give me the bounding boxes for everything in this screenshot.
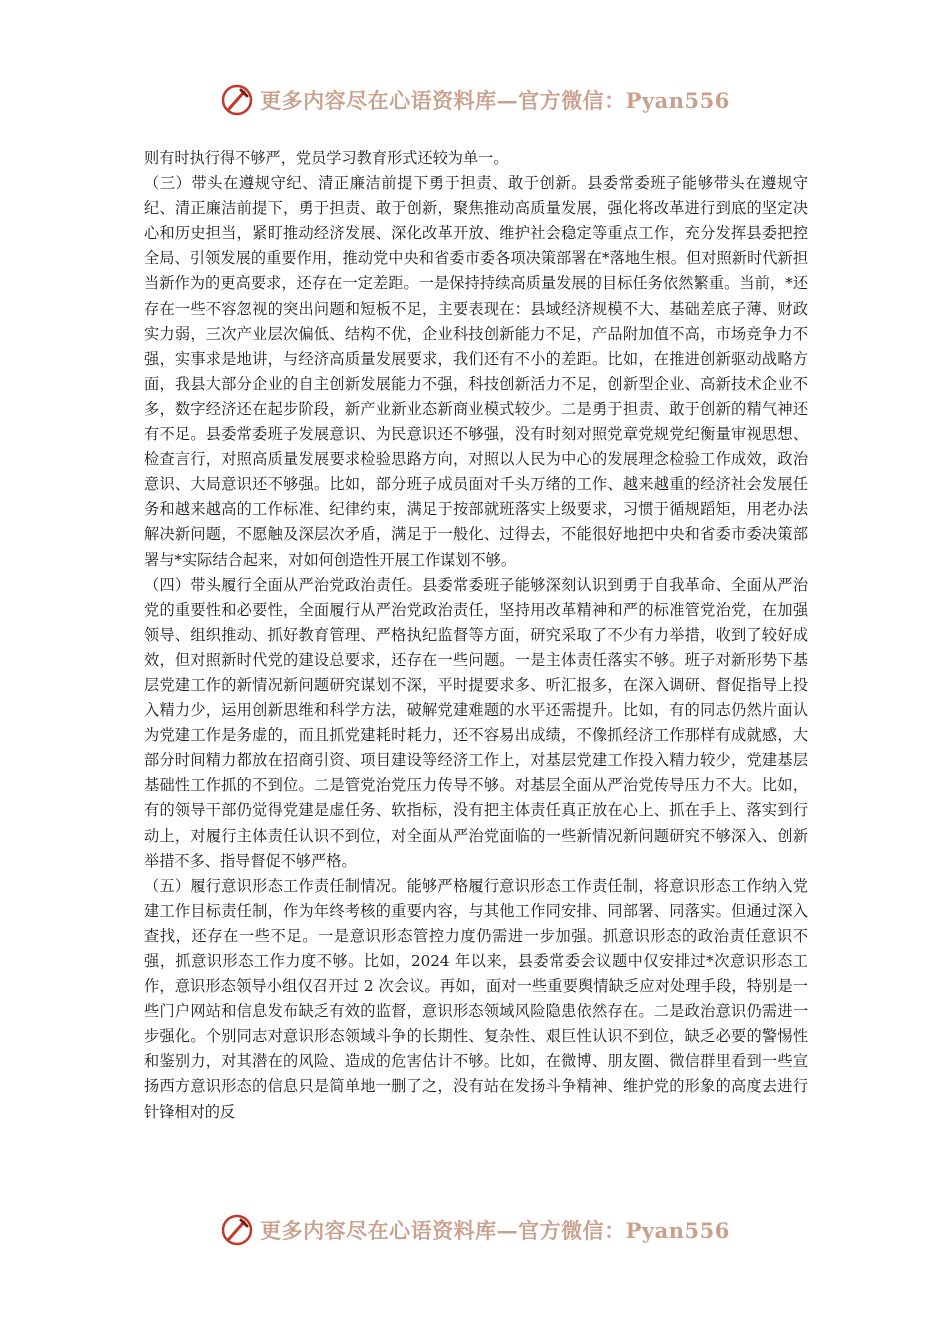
pen-logo-icon xyxy=(220,83,254,117)
header-watermark-text: 更多内容尽在心语资料库—官方微信：Pyan556 xyxy=(260,88,730,113)
paragraph-continuation: 则有时执行得不够严，党员学习教育形式还较为单一。 xyxy=(144,149,509,167)
footer-watermark-text: 更多内容尽在心语资料库—官方微信：Pyan556 xyxy=(260,1218,730,1243)
footer-watermark-banner xyxy=(0,1210,950,1250)
paragraph-section-3: （三）带头在遵规守纪、清正廉洁前提下勇于担责、敢于创新。县委常委班子能够带头在遵规守纪、清正廉洁前提下，勇于担责、敢于创新，聚焦推动高质量发展，强化将改革进行到底的坚定决心和历史担当，紧盯推动经济发展、深化改革开放、维护社会稳定等重点工作，充分发挥县委把控全局、引领发展的重要作用，推动党中央和省委市委各项决策部署在*落地生根。但对照新时代新担当新作为的更高要求，还存在一定差距。一是保持持续高质量发展的目标任务依然繁重。当前，*还存在一些不容忽视的突出问题和短板不足，主要表现在：县域经济规模不大、基础差底子薄、财政实力弱，三次产业层次偏低、结构不优，企业科技创新能力不足，产品附加值不高，市场竞争力不强，实事求是地讲，与经济高质量发展要求，我们还有不小的差距。比如，在推进创新驱动战略方面，我县大部分企业的自主创新发展能力不强，科技创新活力不足，创新型企业、高新技术企业不多，数字经济还在起步阶段，新产业新业态新商业模式较少。二是勇于担责、敢于创新的精气神还有不足。县委常委班子发展意识、为民意识还不够强，没有时刻对照党章党规党纪衡量审视思想、检查言行，对照高质量发展要求检验思路方向，对照以人民为中心的发展理念检验工作成效，政治意识、大局意识还不够强。比如，部分班子成员面对千头万绪的工作、越来越重的经济社会发展任务和越来越高的工作标准、纪律约束，满足于按部就班落实上级要求，习惯于循规蹈矩，用老办法解决新问题，不愿触及深层次矛盾，满足于一般化、过得去，不能很好地把中央和省委市委决策部署与*实际结合起来，对如何创造性开展工作谋划不够。 xyxy=(144,174,808,569)
header-watermark-banner xyxy=(0,80,950,120)
document-body xyxy=(144,146,808,1125)
paragraph-section-4: （四）带头履行全面从严治党政治责任。县委常委班子能够深刻认识到勇于自我革命、全面从严治党的重要性和必要性，全面履行从严治党政治责任，坚持用改革精神和严的标准管党治党，在加强领导、组织推动、抓好教育管理、严格执纪监督等方面，研究采取了不少有力举措，收到了较好成效，但对照新时代党的建设总要求，还存在一些问题。一是主体责任落实不够。班子对新形势下基层党建工作的新情况新问题研究谋划不深，平时提要求多、听汇报多，在深入调研、督促指导上投入精力少，运用创新思维和科学方法，破解党建难题的水平还需提升。比如，有的同志仍然片面认为党建工作是务虚的，而且抓党建耗时耗力，还不容易出成绩，不像抓经济工作那样有成就感，大部分时间精力都放在招商引资、项目建设等经济工作上，对基层党建工作投入精力较少，党建基层基础性工作抓的不到位。二是管党治党压力传导不够。对基层全面从严治党传导压力不大。比如，有的领导干部仍觉得党建是虚任务、软指标，没有把主体责任真正放在心上、抓在手上、落实到行动上，对履行主体责任认识不到位，对全面从严治党面临的一些新情况新问题研究不够深入、创新举措不多、指导督促不够严格。 xyxy=(144,575,808,870)
paragraph-section-5: （五）履行意识形态工作责任制情况。能够严格履行意识形态工作责任制，将意识形态工作纳入党建工作目标责任制，作为年终考核的重要内容，与其他工作同安排、同部署、同落实。但通过深入查找，还存在一些不足。一是意识形态管控力度仍需进一步加强。抓意识形态的政治责任意识不强，抓意识形态工作力度不够。比如，2024 年以来，县委常委会议题中仅安排过*次意识形态工作，意识形态领导小组仅召开过 2 次会议。再如，面对一些重要舆情缺乏应对处理手段，特别是一些门户网站和信息发布缺乏有效的监督，意识形态领域风险隐患依然存在。二是政治意识仍需进一步强化。个别同志对意识形态领域斗争的长期性、复杂性、艰巨性认识不到位，缺乏必要的警惕性和鉴别力，对其潜在的风险、造成的危害估计不够。比如，在微博、朋友圈、微信群里看到一些宣扬西方意识形态的信息只是简单地一删了之，没有站在发扬斗争精神、维护党的形象的高度去进行针锋相对的反 xyxy=(144,876,808,1121)
pen-logo-icon xyxy=(220,1213,254,1247)
